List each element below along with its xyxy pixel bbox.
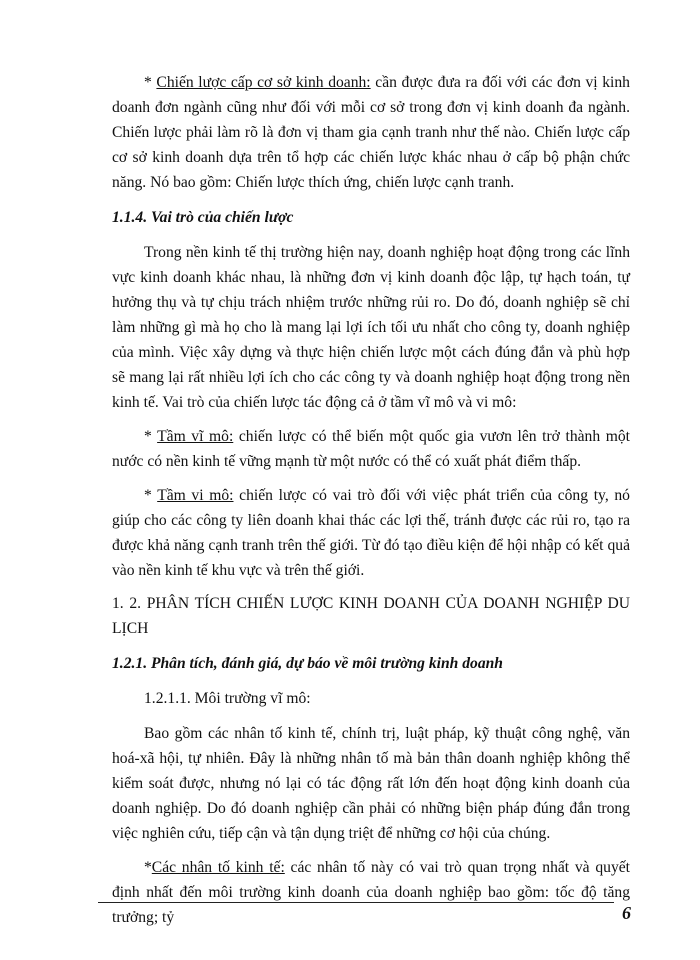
heading-1-2-1: 1.2.1. Phân tích, đánh giá, dự báo về môi trường kinh doanh <box>112 655 503 672</box>
heading-1-1-4: 1.1.4. Vai trò của chiến lược <box>112 209 294 226</box>
term-macro-level: Tầm vĩ mô: <box>157 428 234 445</box>
term-business-level-strategy: Chiến lược cấp cơ sở kinh doanh: <box>156 74 371 91</box>
term-micro-level: Tầm vi mô: <box>157 487 234 504</box>
paragraph-micro-level: * Tầm vi mô: chiến lược có vai trò đối với việc phát triển của công ty, nó giúp cho các công ty liên doanh khai thác các lợi thế, tránh được các rủi ro, tạo ra được khả năng cạnh tranh trên thế giới. Từ đó tạo điều kiện để hội nhập có kết quả vào nền kinh tế khu vực và trên thế giới. <box>112 487 630 579</box>
paragraph-macro-level: * Tầm vĩ mô: chiến lược có thể biến một quốc gia vươn lên trở thành một nước có nền kinh tế vững mạnh từ một nước có thể có xuất phát điểm thấp. <box>112 428 630 470</box>
paragraph-macro-environment: Bao gồm các nhân tố kinh tế, chính trị, luật pháp, kỹ thuật công nghệ, văn hoá-xã hội, tự nhiên. Đây là những nhân tố mà bản thân doanh nghiệp không thể kiểm soát được, nhưng nó lại có tác động rất lớn đến hoạt động kinh doanh của doanh nghiệp. Do đó doanh nghiệp cần phải có những biện pháp đúng đắn trong việc nghiên cứu, tiếp cận và tận dụng triệt để những cơ hội của chúng. <box>112 725 630 842</box>
term-economic-factors: Các nhân tố kinh tế: <box>151 859 285 876</box>
heading-1-2: 1. 2. PHÂN TÍCH CHIẾN LƯỢC KINH DOANH CỦA DOANH NGHIỆP DU LỊCH <box>112 595 630 637</box>
page-number: 6 <box>622 903 631 923</box>
paragraph-strategy-role: Trong nền kinh tế thị trường hiện nay, doanh nghiệp hoạt động trong các lĩnh vực kinh doanh khác nhau, là những đơn vị kinh doanh độc lập, tự hạch toán, tự hưởng thụ và tự chịu trách nhiệm trước những rủi ro. Do đó, doanh nghiệp sẽ chỉ làm những gì mà họ cho là mang lại lợi ích tối ưu nhất cho công ty, doanh nghiệp của mình. Việc xây dựng và thực hiện chiến lược một cách đúng đắn và phù hợp sẽ mang lại rất nhiều lợi ích cho các công ty và doanh nghiệp hoạt động trong nền kinh tế. Vai trò của chiến lược tác động cả ở tầm vĩ mô và vi mô: <box>112 244 630 411</box>
subheading-1-2-1-1: 1.2.1.1. Môi trường vĩ mô: <box>144 690 311 707</box>
paragraph-economic-factors: *Các nhân tố kinh tế: các nhân tố này có vai trò quan trọng nhất và quyết định nhất đến môi trường kinh doanh của doanh nghiệp bao gồm: tốc độ tăng trưởng; tỷ <box>112 859 630 926</box>
paragraph-business-level-strategy: * Chiến lược cấp cơ sở kinh doanh: cần được đưa ra đối với các đơn vị kinh doanh đơn ngành cũng như đối với mỗi cơ sở trong đơn vị kinh doanh đa ngành. Chiến lược phải làm rõ là đơn vị tham gia cạnh tranh như thế nào. Chiến lược cấp cơ sở kinh doanh dựa trên tổ hợp các chiến lược khác nhau ở cấp bộ phận chức năng. Nó bao gồm: Chiến lược thích ứng, chiến lược cạnh tranh. <box>112 74 630 191</box>
document-body <box>112 70 630 930</box>
footer-divider <box>98 902 614 903</box>
